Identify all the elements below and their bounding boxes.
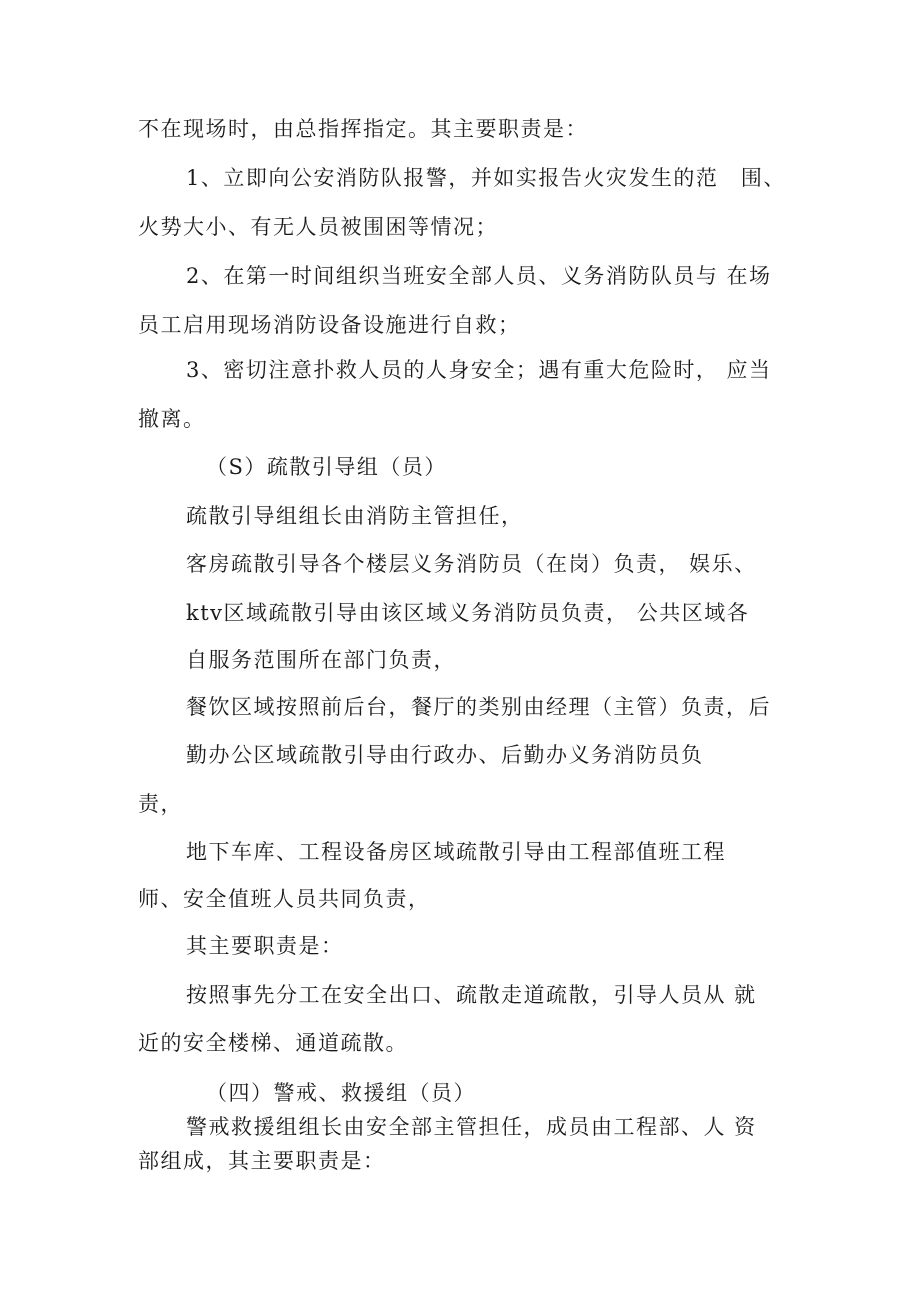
text-line: 1、立即向公安消防队报警，并如实报告火灾发生的范 围、 [186,166,786,190]
text-line: 其主要职责是： [186,934,344,958]
text-line: 3、密切注意扑救人员的人身安全；遇有重大危险时， 应当 [186,358,772,382]
text-line: 疏散引导组组长由消防主管担任， [186,504,524,528]
text-line: 部组成，其主要职责是： [138,1149,386,1173]
text-line: 警戒救援组组长由安全部主管担任，成员由工程部、人 资 [186,1115,757,1139]
text-line: ktv区域疏散引导由该区域义务消防员负责， 公共区域各 [186,601,750,625]
text-line: 不在现场时，由总指挥指定。其主要职责是： [138,117,588,141]
text-line: 自服务范围所在部门负责， [186,648,456,672]
text-line: 地下车库、工程设备房区域疏散引导由工程部值班工程 [186,840,726,864]
section-heading: （S）疏散引导组（员） [206,455,447,479]
text-line: 勤办公区域疏散引导由行政办、后勤办义务消防员负 [186,743,704,767]
text-line: 师、安全值班人员共同负责， [138,887,431,911]
text-line: 客房疏散引导各个楼层义务消防员（在岗）负责， 娱乐、 [186,552,757,576]
text-line: 2、在第一时间组织当班安全部人员、义务消防队员与 在场 [186,264,772,288]
text-line: 员工启用现场消防设备设施进行自救； [138,313,521,337]
text-line: 近的安全楼梯、通道疏散。 [138,1031,408,1055]
text-line: 火势大小、有无人员被围困等情况； [138,215,498,239]
text-line: 餐饮区域按照前后台，餐厅的类别由经理（主管）负责，后 [186,695,771,719]
text-line: 按照事先分工在安全出口、疏散走道疏散，引导人员从 就 [186,983,757,1007]
section-heading: （四）警戒、救援组（员） [206,1081,476,1105]
text-line: 撤离。 [138,407,206,431]
text-line: 责， [138,792,183,816]
